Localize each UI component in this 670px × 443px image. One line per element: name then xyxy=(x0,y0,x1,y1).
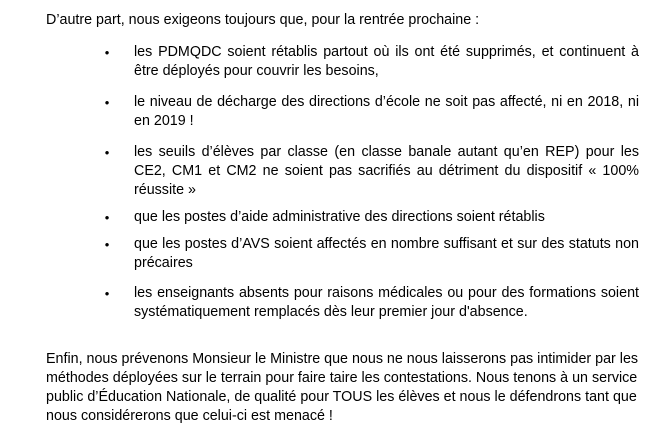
closing-paragraph: Enfin, nous prévenons Monsieur le Ministre que nous ne nous laisserons pas intimider par les méthodes déployées sur le terrain pour faire taire les contestations. Nous tenons à un service public d’Éducation Nationale, de qualité pour TOUS les élèves et nous le défendrons tant que nous considérerons que celui-ci est menacé ! xyxy=(46,351,639,424)
bullet-icon: • xyxy=(104,45,110,60)
list-item-text: que les postes d’AVS soient affectés en nombre suffisant et sur des statuts non précaires xyxy=(134,236,639,271)
intro-paragraph: D’autre part, nous exigeons toujours que, pour la rentrée prochaine : xyxy=(46,12,480,28)
bullet-icon: • xyxy=(104,95,110,110)
bullet-icon: • xyxy=(104,237,110,252)
list-item-text: les PDMQDC soient rétablis partout où ils ont été supprimés, et continuent à être déployés pour couvrir les besoins, xyxy=(134,44,639,79)
bullet-icon: • xyxy=(104,210,110,225)
list-item-text: le niveau de décharge des directions d’école ne soit pas affecté, ni en 2018, ni en 2019 ! xyxy=(134,94,639,129)
list-item-text: que les postes d’aide administrative des directions soient rétablis xyxy=(134,209,545,225)
bullet-icon: • xyxy=(104,145,110,160)
bullet-icon: • xyxy=(104,286,110,301)
list-item-text: les enseignants absents pour raisons médicales ou pour des formations soient systématiquement remplacés dès leur premier jour d'absence. xyxy=(134,285,639,320)
list-item-text: les seuils d’élèves par classe (en classe banale autant qu’en REP) pour les CE2, CM1 et CM2 ne soient pas sacrifiés au détriment du dispositif « 100% réussite » xyxy=(134,144,639,198)
